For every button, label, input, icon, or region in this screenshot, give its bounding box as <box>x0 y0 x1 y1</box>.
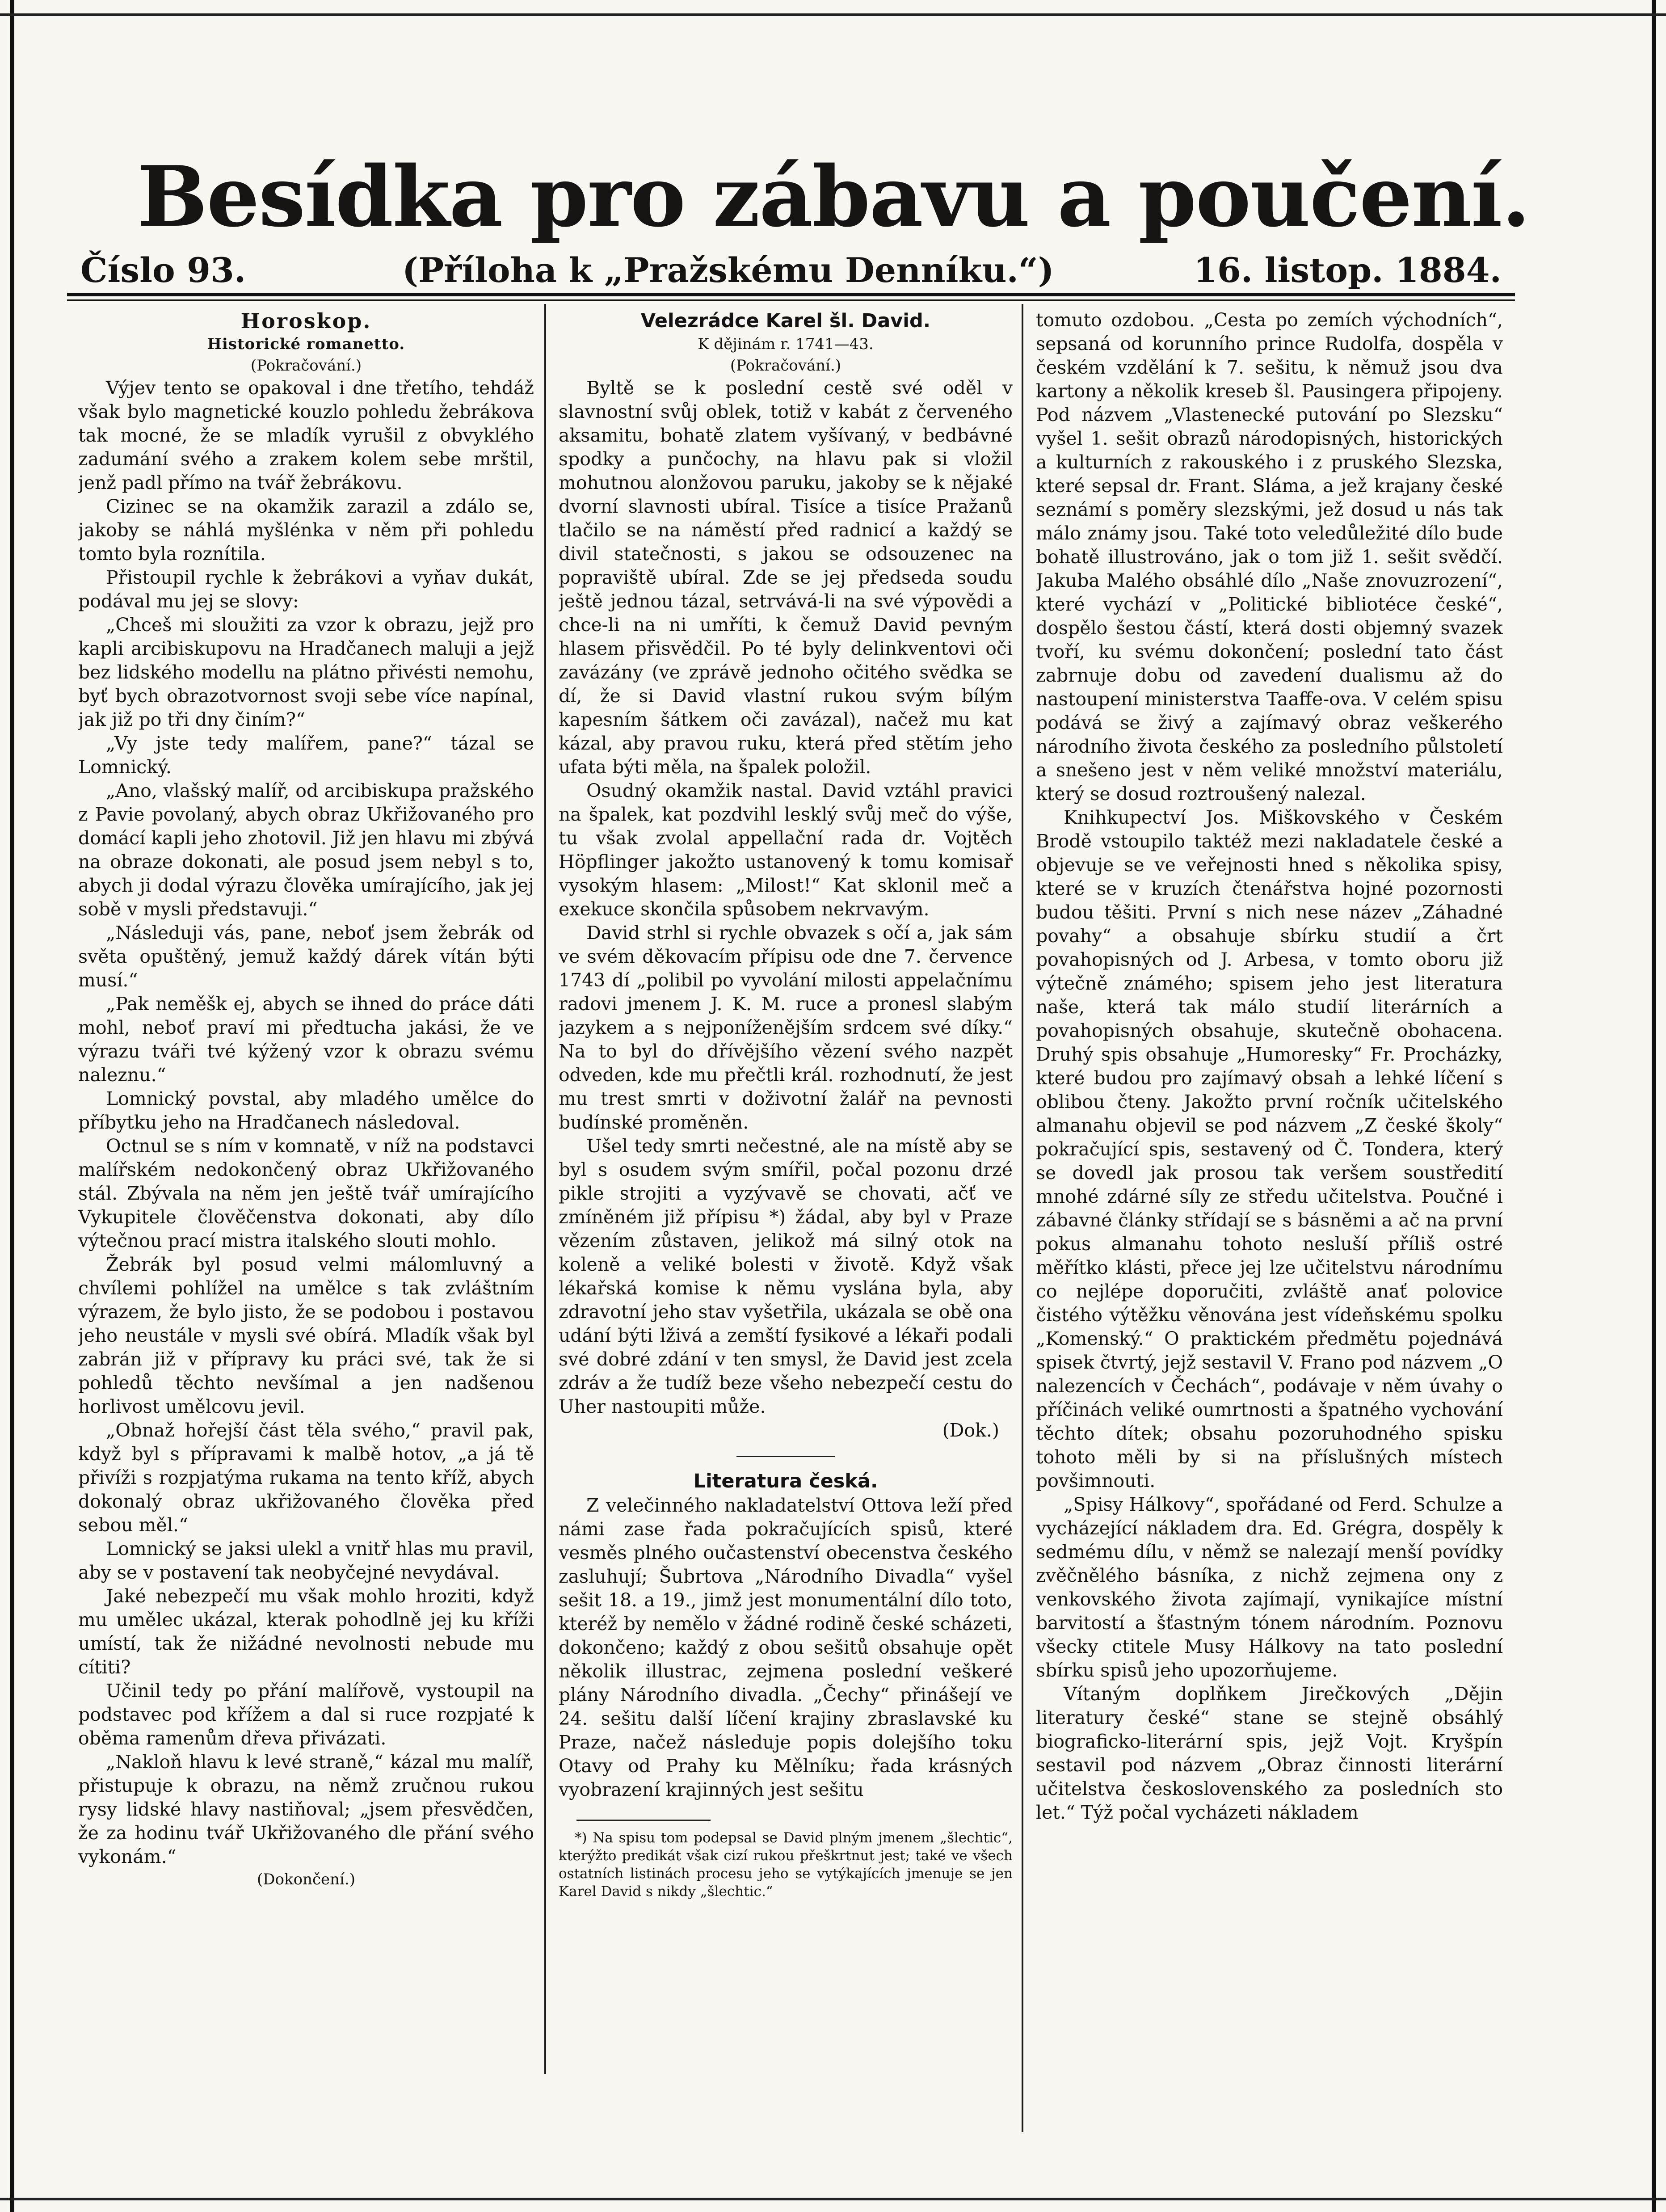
issue-number: Číslo 93. <box>80 250 246 290</box>
paragraph: „Vy jste tedy malířem, pane?“ tázal se Lomnický. <box>78 733 534 778</box>
footnote: *) Na spisu tom podepsal se David plným jmenem „šlechtic“, kterýžto predikát však cizí rukou přeškrtnut jest; také ve všech ostatních listinách procesu jeho se vytýkajících jmenuje se jen Karel David s nikdy „šlechtic.“ <box>559 1830 1013 1900</box>
column-divider <box>544 304 546 2074</box>
paragraph: „Spisy Hálkovy“, spořádané od Ferd. Schulze a vycházející nákladem dra. Ed. Grégra, dospěly k sedmému dílu, v němž se nalezají menší povídky zvěčnělého básníka, z nichž zejmena ony z venkovského života zajímají, vynikajíce místní barvitostí a šťastným tónem národním. Poznovu všecky ctitele Musy Hálkovy na tato poslední sbírku spisů jeho upozorňujeme. <box>1036 1494 1503 1681</box>
issue-date: 16. listop. 1884. <box>1193 250 1502 290</box>
paragraph: Lomnický se jaksi ulekl a vnitř hlas mu pravil, aby se v postavení tak neobyčejné nevydával. <box>78 1538 534 1583</box>
paragraph: „Obnaž hořejší část těla svého,“ pravil pak, když byl s přípravami k malbě hotov, „a já tě přivíži s rozpjatýma rukama na tento kříž, abych dokonalý obraz ukřižovaného člověka před sebou měl.“ <box>78 1420 534 1536</box>
issue-line <box>80 250 1502 291</box>
column-divider <box>1022 304 1023 2132</box>
article-subtitle: Historické romanetto. <box>207 335 405 353</box>
paragraph: „Pak neměšk ej, abych se ihned do práce dáti mohl, neboť praví mi předtucha jakási, že ve výrazu tváři tvé kýžený vzor k obrazu svému naleznu.“ <box>78 993 534 1086</box>
paragraph: Z velečinného nakladatelství Ottova leží před námi zase řada pokračujících spisů, které vesměs plného oučastenství obecenstva českého zasluhují; Šubrtova „Národního Divadla“ vyšel sešit 18. a 19., jimž jest monumentální dílo toto, kteréž by nemělo v žádné rodině české scházeti, dokončeno; každý z obou sešitů obsahuje opět několik illustrac, zejmena poslední veškeré plány Národního divadla. „Čechy“ přinášejí ve 24. sešitu další líčení krajiny zbraslavské ku Praze, načež následuje popis dolejšího toku Otavy od Prahy ku Mělníku; řada krásných vyobrazení krajinných jest sešitu <box>559 1495 1013 1800</box>
column-3 <box>1036 308 1503 2123</box>
footnote-divider <box>576 1820 711 1821</box>
paragraph: Octnul se s ním v komnatě, v níž na podstavci malířském nedokončený obraz Ukřižovaného stál. Zbývala na něm jen ještě tvář umírajícího Vykupitele člověčenstva dokonati, aby dílo výtečnou prací mistra italského slouti mohlo. <box>78 1135 534 1251</box>
column-2 <box>559 308 1013 2123</box>
paragraph: Jaké nebezpečí mu však mohlo hroziti, když mu umělec ukázal, kterak pohodlně jej ku kříži umístí, tak že nižádné nevolnosti nebude mu cítiti? <box>78 1585 534 1678</box>
article-title: Velezrádce Karel šl. David. <box>640 310 931 332</box>
scan-border-top <box>0 13 1666 16</box>
paragraph: Přistoupil rychle k žebrákovi a vyňav dukát, podával mu jej se slovy: <box>78 567 534 612</box>
paragraph: David strhl si rychle obvazek s očí a, jak sám ve svém děkovacím přípisu ode dne 7. července 1743 dí „polibil po vyvolání milosti appelačnímu radovi jmenem J. K. M. ruce a pronesl slabým jazykem a s nejponíženějším srdcem své díky.“ Na to byl do dřívějšího vězení svého nazpět odveden, kde mu přečtli král. rozhodnutí, že jest mu trest smrti v doživotní žalář na pevnosti budínské proměněn. <box>559 922 1013 1133</box>
paragraph: „Nakloň hlavu k levé straně,“ kázal mu malíř, přistupuje k obrazu, na němž zručnou rukou rysy lidské hlavy nastiňoval; „jsem přesvědčen, že za hodinu tvář Ukřižovaného dle přání svého vykonám.“ <box>78 1751 534 1867</box>
paragraph: Lomnický povstal, aby mladého umělce do příbytku jeho na Hradčanech následoval. <box>78 1088 534 1133</box>
scan-border-bottom <box>0 2198 1666 2200</box>
paragraph: Cizinec se na okamžik zarazil a zdálo se, jakoby se náhlá myšlénka v něm při pohledu tomto byla roznítila. <box>78 496 534 565</box>
continuation-note: (Pokračování.) <box>250 357 362 375</box>
paragraph: tomuto ozdobou. „Cesta po zemích východních“, sepsaná od korunního prince Rudolfa, dospěla v českém vzdělání k 7. sešitu, k němuž jsou dva kartony a několik kreseb šl. Pausingera připojeny. Pod názvem „Vlastenecké putování po Slezsku“ vyšel 1. sešit obrazů národopisných, historických a kulturních z rakouského i z pruského Slezska, které sepsal dr. Frant. Sláma, a jež krajany české seznámí s poměry slezskými, jež dosud u nás tak málo známy jsou. Také toto veledůležité dílo bude bohatě illustrováno, jak o tom již 1. sešit svědčí. Jakuba Malého obsáhlé dílo „Naše znovuzrození“, které vychází v „Politické bibliotéce české“, dospělo šestou částí, která dosti objemný svazek tvoří, ku svému dokončení; poslední tato část zabrnuje dobu od zavedení dualismu až do nastoupení ministerstva Taaffe-ova. V celém spisu podává se živý a zajímavý obraz veškerého národního života českého za posledního půlstoletí a snešeno jest v něm veliké množství materiálu, který se dosud roztroušený nalezal. <box>1036 309 1503 805</box>
section-divider <box>736 1456 835 1457</box>
continuation-signoff: (Dokončení.) <box>257 1871 355 1888</box>
paragraph: „Následuji vás, pane, neboť jsem žebrák od světa opuštěný, jemuž každý dárek vítán býti musí.“ <box>78 922 534 991</box>
article-title: Literatura česká. <box>693 1470 878 1492</box>
article-subtitle: K dějinám r. 1741—43. <box>698 335 874 353</box>
paragraph: Žebrák byl posud velmi málomluvný a chvílemi pohlížel na umělce s tak zvláštním výrazem, že bylo jisto, že se podobou i postavou jeho neustále v mysli své obírá. Mladík však byl zabrán již v přípravy ku práci své, tak že si pohledů těchto nevšímal a jen nadšenou horlivost umělcovu jevil. <box>78 1254 534 1417</box>
masthead-title: Besídka pro zábavu a poučení. <box>137 147 1530 245</box>
paragraph: Vítaným doplňkem Jirečkových „Dějin literatury české“ stane se stejně obsáhlý biograficko-literární spis, jejž Vojt. Kryšpín sestavil pod názvem „Obraz činnosti literární učitelstva československého za posledních sto let.“ Týž počal vycházeti nákladem <box>1036 1683 1503 1823</box>
paragraph: „Chceš mi sloužiti za vzor k obrazu, jejž pro kapli arcibiskupovu na Hradčanech maluji a jejž bez lidského modellu na plátno přivésti nemohu, byť bych obrazotvornost svoji sebe více napínal, jak již po tři dny činím?“ <box>78 614 534 730</box>
paragraph: Osudný okamžik nastal. David vztáhl pravici na špalek, kat pozdvihl lesklý svůj meč do výše, tu však zvolal appellační rada dr. Vojtěch Höpflinger jakožto ustanovený k tomu komisař vysokým hlasem: „Milost!“ Kat sklonil meč a exekuce skončila spůsobem nekrvavým. <box>559 780 1013 920</box>
header-rule-thin <box>67 299 1515 301</box>
article-title: Horoskop. <box>240 309 372 333</box>
paragraph: Knihkupectví Jos. Miškovského v Českém Brodě vstoupilo taktéž mezi nakladatele české a objevuje se ve veřejnosti hned s několika spisy, které se v kruzích čtenářstva hojné pozornosti budou těšiti. První s nich nese název „Záhadné povahy“ a obsahuje sbírku studií a črt povahopisných od J. Arbesa, v tomto oboru již výtečně známého; spisem jeho jest literatura naše, která tak málo studií literárních a povahopisných obsahuje, skutečně obohacena. Druhý spis obsahuje „Humoresky“ Fr. Procházky, které budou pro zajímavý obsah a lehké líčení s oblibou čteny. Jakožto první ročník učitelského almanahu objevil se pod názvem „Z české školy“ pokračující spis, sestavený od Č. Tondera, který se dovedl jak prosou tak veršem soustředití mnohé zdárné síly ze středu učitelstva. Poučné i zábavné články střídají se s básněmi a ač na první pokus almanahu tohoto nesluší příliš ostré měřítko klásti, přece jej lze učitelstvu národnímu co nejlépe doporučiti, zvláště anať polovice čistého výtěžku věnována jest vídeňskému spolku „Komenský.“ O praktickém předmětu pojednává spisek čtvrtý, jejž sestavil V. Frano pod názvem „O nalezencích v Čechách“, podávaje v něm úvahy o příčinách veliké oumrtnosti a špatného vychování těchto dítek; obsahu pozoruhodného spisku tohoto měli by si na příslušných místech povšimnouti. <box>1036 807 1503 1492</box>
continuation-note: (Pokračování.) <box>730 357 841 375</box>
header-rule <box>67 293 1515 296</box>
paragraph: „Ano, vlašský malíř, od arcibiskupa pražského z Pavie povolaný, abych obraz Ukřižovaného pro domácí kapli jeho zhotovil. Již jen hlavu mi zbývá na obraze dokonati, ale posud jsem nebyl s to, abych ji dodal výrazu člověka umírajícího, jak jej sobě v mysli představuji.“ <box>78 780 534 920</box>
paragraph: Výjev tento se opakoval i dne třetího, tehdáž však bylo magnetické kouzlo pohledu žebrákova tak mocné, že se mladík vyrušil z obvyklého zadumání svého a zrakem kolem sebe mrštil, jenž padl přímo na tvář žebrákovu. <box>78 377 534 493</box>
paragraph: Ušel tedy smrti nečestné, ale na místě aby se byl s osudem svým smířil, počal pozonu drzé pikle strojiti a vyzývavě se chovati, ačť ve zmíněném již přípisu *) žádal, aby byl v Praze vězením zůstaven, jelikož má silný otok na koleně a veliké bolesti v životě. Když však lékařská komise k němu vyslána byla, aby zdravotní jeho stav vyšetřila, ukázala se obě ona udání býti lživá a zemští fysikové a lékaři podali své dobré zdání v ten smysl, že David jest zcela zdráv a že tudíž beze všeho nebezpečí cestu do Uher nastoupiti může. <box>559 1135 1013 1417</box>
issue-supplement: (Příloha k „Pražskému Denníku.“) <box>402 250 1054 290</box>
scan-border-left <box>10 0 14 2212</box>
article-signoff: (Dok.) <box>942 1420 999 1441</box>
column-1 <box>78 308 534 2074</box>
paragraph: Byltě se k poslední cestě své oděl v slavnostní svůj oblek, totiž v kabát z červeného aksamitu, bohatě zlatem vyšívaný, v bedbávné spodky a punčochy, na hlavu pak si vložil mohutnou alonžovou paruku, jakoby se k nějaké dvorní slavnosti ubíral. Tisíce a tisíce Pražanů tlačilo se na náměstí před radnicí a každý se divil statečnosti, s jakou se odsouzenec na popraviště ubíral. Zde se jej předseda soudu ještě jednou tázal, setrvává-li na své výpovědi a chce-li na ni umříti, k čemuž David pevným hlasem přisvědčil. Po té byly delinkventovi oči zavázány (ve zprávě jednoho očitého svědka se dí, že si David vlastní rukou svým bílým kapesním šátkem oči zavázal), načež mu kat kázal, aby pravou ruku, která před stětím jeho ufata býti měla, na špalek položil. <box>559 377 1013 778</box>
paragraph: Učinil tedy po přání malířově, vystoupil na podstavec pod křížem a dal si ruce rozpjaté k oběma ramenům dřeva přivázati. <box>78 1680 534 1749</box>
scan-border-right <box>1652 0 1656 2212</box>
